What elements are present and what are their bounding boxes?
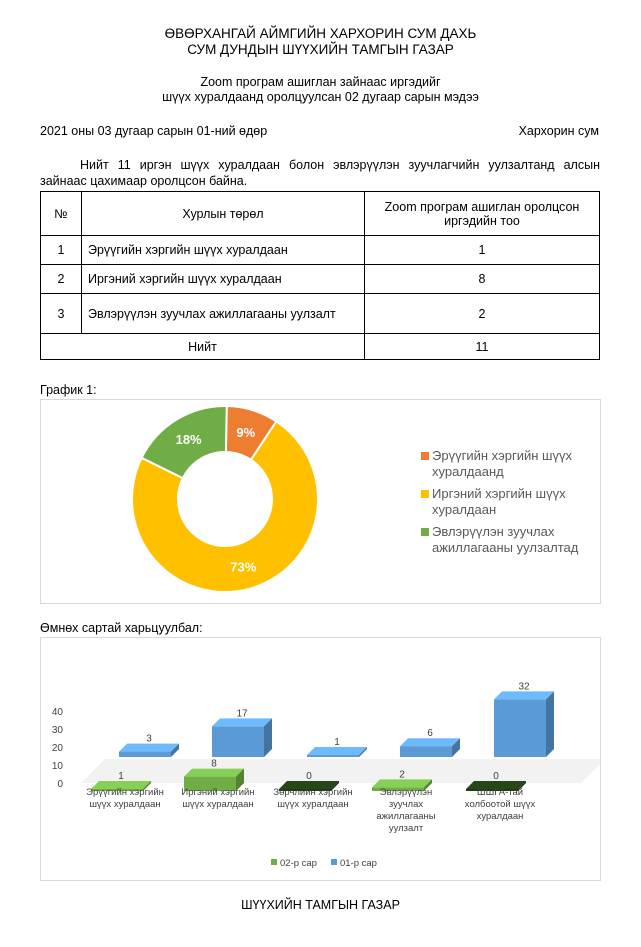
legend-entry: 02-р сар bbox=[280, 858, 317, 869]
org-title-line2: СУМ ДУНДЫН ШҮҮХИЙН ТАМГЫН ГАЗАР bbox=[187, 42, 454, 57]
total-label: Нийт bbox=[41, 334, 365, 360]
total-value: 11 bbox=[365, 334, 600, 360]
row-type: Иргэний хэргийн шүүх хуралдаан bbox=[82, 265, 365, 294]
donut-data-label: 18% bbox=[175, 432, 202, 448]
bar bbox=[212, 726, 264, 757]
y-tick-label: 10 bbox=[51, 761, 63, 772]
bar-top-face bbox=[212, 718, 272, 726]
bar bbox=[119, 752, 171, 757]
bar-chart bbox=[41, 638, 600, 880]
report-subtitle-line1: Zoom програм ашиглан зайнаас иргэдийг bbox=[200, 75, 441, 89]
header-count: Zoom програм ашиглан оролцсон иргэдийн тоо bbox=[365, 192, 600, 236]
summary-table bbox=[40, 191, 600, 360]
legend-swatch bbox=[421, 452, 429, 460]
chart2-caption: Өмнөх сартай харьцуулбал: bbox=[40, 621, 203, 635]
bar-data-label: 3 bbox=[146, 733, 152, 745]
org-title-line1: ӨВӨРХАНГАЙ АЙМГИЙН ХАРХОРИН СУМ ДАХЬ bbox=[164, 26, 477, 41]
donut-chart-frame bbox=[40, 399, 601, 604]
row-count: 2 bbox=[365, 294, 600, 334]
bar-data-label: 17 bbox=[236, 708, 248, 720]
bar-top-face bbox=[119, 744, 179, 752]
bar bbox=[494, 699, 546, 757]
bar-data-label: 32 bbox=[518, 681, 530, 693]
y-tick-label: 40 bbox=[51, 707, 63, 718]
legend-swatch bbox=[271, 859, 277, 865]
x-tick-label: Эвлэрүүлэн зуучлах ажиллагааны уулзалт bbox=[376, 787, 436, 834]
chart1-caption: График 1: bbox=[40, 383, 97, 397]
table-row bbox=[41, 236, 600, 265]
intro-paragraph: Нийт 11 иргэн шүүх хуралдаан болон эвлэрүүлэн зуучлагчийн уулзалтанд алсын зайнаас цахимаар оролцсон байна. bbox=[40, 158, 600, 188]
header-type: Хурлын төрөл bbox=[82, 192, 365, 236]
header-number: № bbox=[41, 192, 82, 236]
y-tick-label: 0 bbox=[57, 779, 63, 790]
table-row bbox=[41, 294, 600, 334]
legend-swatch bbox=[421, 528, 429, 536]
x-tick-label: ШШГА-тай холбоотой шүүх хуралдаан bbox=[464, 787, 536, 822]
report-date: 2021 оны 03 дугаар сарын 01-ний өдөр bbox=[40, 124, 268, 138]
bar-side-face bbox=[546, 691, 554, 757]
table-total-row bbox=[41, 334, 600, 360]
legend-entry: Эрүүгийн хэргийн шүүх хуралдаанд bbox=[432, 448, 572, 479]
legend-entry: Эвлэрүүлэн зуучлах ажиллагааны уулзалтад bbox=[432, 524, 579, 555]
y-tick-label: 20 bbox=[51, 743, 63, 754]
legend-entry: Иргэний хэргийн шүүх хуралдаан bbox=[432, 486, 566, 517]
chart-floor bbox=[81, 759, 600, 783]
bar-data-label: 8 bbox=[211, 758, 217, 770]
bar-top-face bbox=[307, 747, 367, 755]
bar-top-face bbox=[184, 769, 244, 777]
report-place: Хархорин сум bbox=[518, 124, 599, 138]
bar-data-label: 0 bbox=[493, 771, 499, 782]
row-count: 8 bbox=[365, 265, 600, 294]
row-type: Эвлэрүүлэн зуучлах ажиллагааны уулзалт bbox=[82, 294, 365, 334]
donut-chart bbox=[41, 400, 341, 603]
table-row bbox=[41, 265, 600, 294]
report-subtitle-line2: шүүх хуралдаанд оролцуулсан 02 дугаар сарын мэдээ bbox=[162, 90, 479, 104]
x-tick-label: Зөрчлийн хэргийн шүүх хуралдаан bbox=[273, 787, 353, 810]
bar-data-label: 1 bbox=[334, 737, 340, 748]
bar-data-label: 0 bbox=[306, 771, 312, 782]
bar bbox=[307, 755, 359, 757]
donut-data-label: 73% bbox=[230, 559, 257, 575]
donut-data-label: 9% bbox=[236, 425, 256, 441]
row-number: 2 bbox=[41, 265, 82, 294]
row-number: 1 bbox=[41, 236, 82, 265]
bar-data-label: 1 bbox=[118, 771, 124, 782]
x-tick-label: Эрүүгийн хэргийн шүүх хуралдаан bbox=[86, 787, 164, 810]
bar-top-face bbox=[494, 691, 554, 699]
bar-data-label: 6 bbox=[427, 728, 433, 740]
legend-swatch bbox=[331, 859, 337, 865]
row-type: Эрүүгийн хэргийн шүүх хуралдаан bbox=[82, 236, 365, 265]
legend-entry: 01-р сар bbox=[340, 858, 377, 869]
bar-top-face bbox=[400, 738, 460, 746]
table-header-row bbox=[41, 192, 600, 236]
x-tick-label: Иргэний хэргийн шүүх хуралдаан bbox=[181, 787, 255, 810]
y-tick-label: 30 bbox=[51, 725, 63, 736]
row-number: 3 bbox=[41, 294, 82, 334]
bar-chart-frame bbox=[40, 637, 601, 881]
bar-data-label: 2 bbox=[399, 769, 405, 781]
legend-swatch bbox=[421, 490, 429, 498]
footer-signature: ШҮҮХИЙН ТАМГЫН ГАЗАР bbox=[241, 898, 400, 912]
row-count: 1 bbox=[365, 236, 600, 265]
bar bbox=[400, 746, 452, 757]
